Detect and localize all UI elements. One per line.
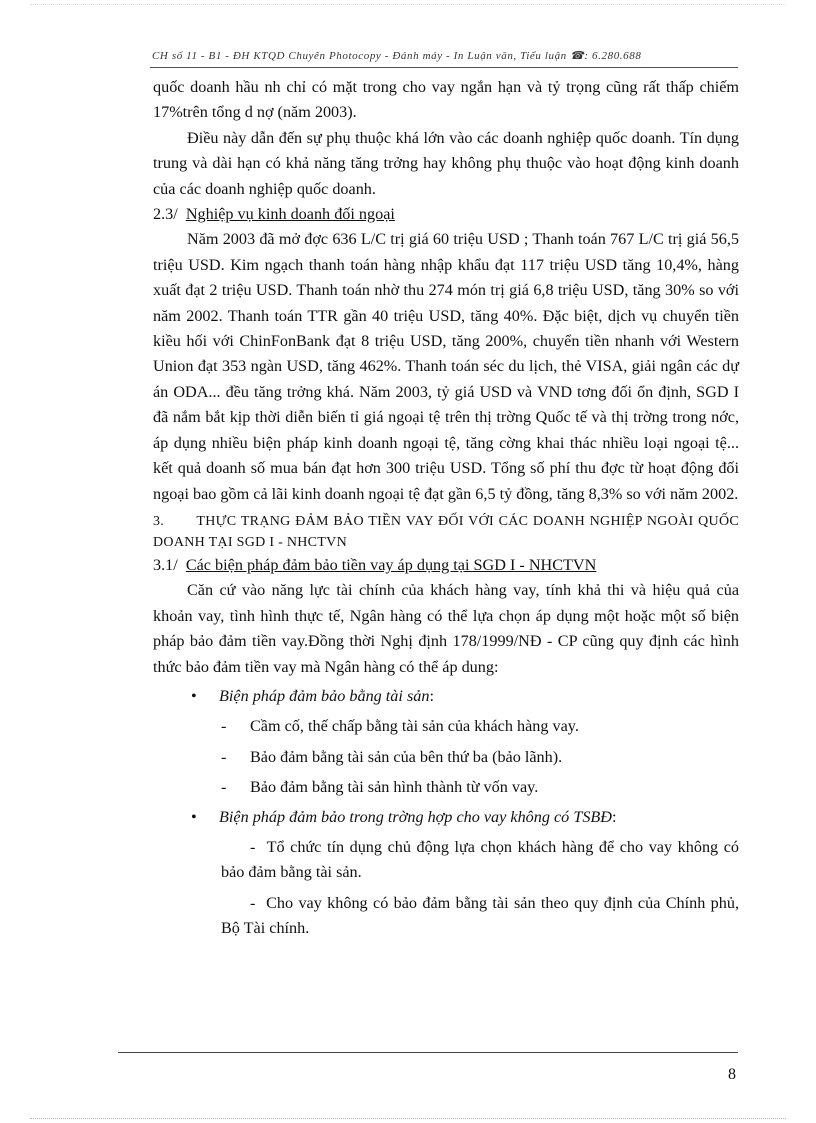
paragraph-1: quốc doanh hầu nh chỉ có mặt trong cho vay ngắn hạn và tỷ trọng cũng rất thấp chiếm 17%trên tổng d nợ (năm 2003). [153, 78, 739, 122]
paragraph-2: Điều này dẫn đến sự phụ thuộc khá lớn vào các doanh nghiệp quốc doanh. Tín dụng trung và dài hạn có khả năng tăng trởng hay không phụ thuộc vào hoạt động kinh doanh của các doanh nghiệp quốc doanh. [153, 128, 739, 198]
bullet-text: Biện pháp đảm bảo trong trờng hợp cho vay không có TSBĐ [219, 807, 612, 826]
footer-rule [118, 1052, 738, 1053]
section-2-3-number: 2.3/ [153, 205, 178, 224]
section-3-1-number: 3.1/ [153, 555, 178, 574]
list-item-text: Tổ chức tín dụng chủ động lựa chọn khách hàng để cho vay không có bảo đảm bằng tài sản. [221, 837, 739, 882]
bullet-suffix: : [429, 686, 434, 705]
list-item-text: Bảo đảm bằng tài sản hình thành từ vốn vay. [250, 778, 539, 797]
bullet-suffix: : [612, 807, 617, 826]
list-item-text: Bảo đảm bằng tài sản của bên thứ ba (bảo lãnh). [250, 747, 563, 766]
section-3-1-title: Các biện pháp đảm bảo tiền vay áp dụng tại SGD I - NHCTVN [185, 555, 597, 574]
page-number: 8 [728, 1066, 736, 1083]
dash-icon: - [221, 778, 227, 797]
list-item [153, 745, 739, 770]
list-item [153, 891, 739, 942]
dash-icon: - [221, 747, 227, 766]
bullet-icon: • [191, 686, 197, 705]
page-header: CH số 11 - B1 - ĐH KTQD Chuyên Photocopy - Đánh máy - In Luận văn, Tiểu luận ☎: 6.280.688 [152, 50, 642, 62]
section-3-heading [153, 511, 739, 553]
section-3-number: 3. [153, 513, 165, 529]
document-body [153, 75, 739, 942]
top-border-dots [30, 4, 786, 5]
list-item-text: Cho vay không có bảo đảm bằng tài sản theo quy định của Chính phủ, Bộ Tài chính. [221, 893, 739, 938]
list-item [153, 835, 739, 886]
section-2-3-heading [153, 202, 739, 227]
paragraph-3: Năm 2003 đã mở đợc 636 L/C trị giá 60 triệu USD ; Thanh toán 767 L/C trị giá 56,5 triệu USD. Kim ngạch thanh toán hàng nhập khẩu đạt 117 triệu USD tăng 10,4%, hàng xuất đạt 2 triệu USD. Thanh toán nhờ thu 274 món trị giá 6,8 triệu USD, tăng 30% so với năm 2002. Thanh toán TTR gần 40 triệu USD, tăng 40%. Đặc biệt, dịch vụ chuyển tiền kiều hối với ChinFonBank đạt 8 triệu USD, tăng 200%, chuyển tiền nhanh với Western Union đạt 353 ngàn USD, tăng 462%. Thanh toán séc du lịch, thẻ VISA, giải ngân các dự án ODA... đều tăng trởng khá. Năm 2003, tỷ giá USD và VND tơng đối ổn định, SGD I đã nắm bắt kịp thời diễn biến tỉ giá ngoại tệ trên thị trờng Quốc tế và thị trờng trong nớc, áp dụng nhiều biện pháp kinh doanh ngoại tệ, tăng cờng khai thác nhiều loại ngoại tệ... kết quả doanh số mua bán đạt hơn 300 triệu USD. Tổng số phí thu đợc từ hoạt động đối ngoại bao gồm cả lãi kinh doanh ngoại tệ đạt gần 6,5 tỷ đồng, tăng 8,3% so với năm 2002. [153, 230, 739, 503]
dash-icon: - [250, 893, 256, 912]
header-rule [150, 67, 738, 68]
bottom-border-dots [30, 1118, 786, 1119]
list-item [153, 714, 739, 739]
bullet-item-assets [153, 684, 739, 709]
bullet-text: Biện pháp đảm bảo bằng tài sản [219, 686, 430, 705]
list-item-text: Cầm cố, thế chấp bằng tài sản của khách hàng vay. [250, 717, 579, 736]
section-3-title: THỰC TRẠNG ĐẢM BẢO TIỀN VAY ĐỐI VỚI CÁC DOANH NGHIỆP NGOÀI QUỐC DOANH TẠI SGD I - NHCTVN [153, 513, 739, 550]
section-2-3-title: Nghiệp vụ kinh doanh đối ngoại [185, 205, 395, 224]
section-3-1-heading [153, 553, 739, 578]
list-item [153, 775, 739, 800]
bullet-icon: • [191, 807, 197, 826]
paragraph-4: Căn cứ vào năng lực tài chính của khách hàng vay, tính khả thi và hiệu quả của khoản vay, tình hình thực tế, Ngân hàng có thể lựa chọn áp dụng một hoặc một số biện pháp bảo đảm tiền vay.Đồng thời Nghị định 178/1999/NĐ - CP cũng quy định các hình thức bảo đảm tiền vay mà Ngân hàng có thể áp dung: [153, 581, 739, 676]
dash-icon: - [250, 837, 256, 856]
bullet-item-no-collateral [153, 805, 739, 830]
dash-icon: - [221, 717, 227, 736]
